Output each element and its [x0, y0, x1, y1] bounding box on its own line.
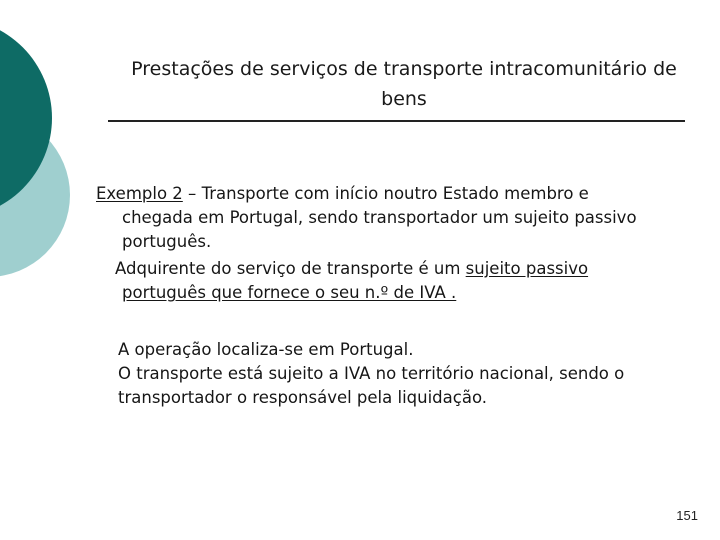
example-line-3: português. — [122, 232, 212, 251]
title-divider — [108, 120, 685, 122]
acquirer-underlined-1: sujeito passivo — [465, 259, 589, 278]
acquirer-line-1 — [115, 257, 588, 281]
example-text-1: Transporte com início noutro Estado membro e — [201, 184, 589, 203]
acquirer-prefix: Adquirente do serviço de transporte é um — [115, 259, 466, 278]
conclusion-line-2: O transporte está sujeito a IVA no território nacional, sendo o — [118, 364, 625, 383]
slide-title: Prestações de serviços de transporte intracomunitário de bens — [131, 58, 677, 110]
decorative-circles — [0, 0, 110, 300]
page-number: 151 — [676, 508, 698, 523]
acquirer-line-2 — [122, 281, 456, 305]
conclusion-line-1: A operação localiza-se em Portugal. — [118, 340, 414, 359]
example-line-1 — [96, 182, 589, 206]
acquirer-underlined-2: português que fornece o seu n.º de IVA . — [122, 283, 457, 302]
example-dash: – — [182, 184, 202, 203]
conclusion-line-3: transportador o responsável pela liquidação. — [118, 388, 488, 407]
example-label: Exemplo 2 — [96, 184, 183, 203]
example-line-2: chegada em Portugal, sendo transportador um sujeito passivo — [122, 208, 637, 227]
